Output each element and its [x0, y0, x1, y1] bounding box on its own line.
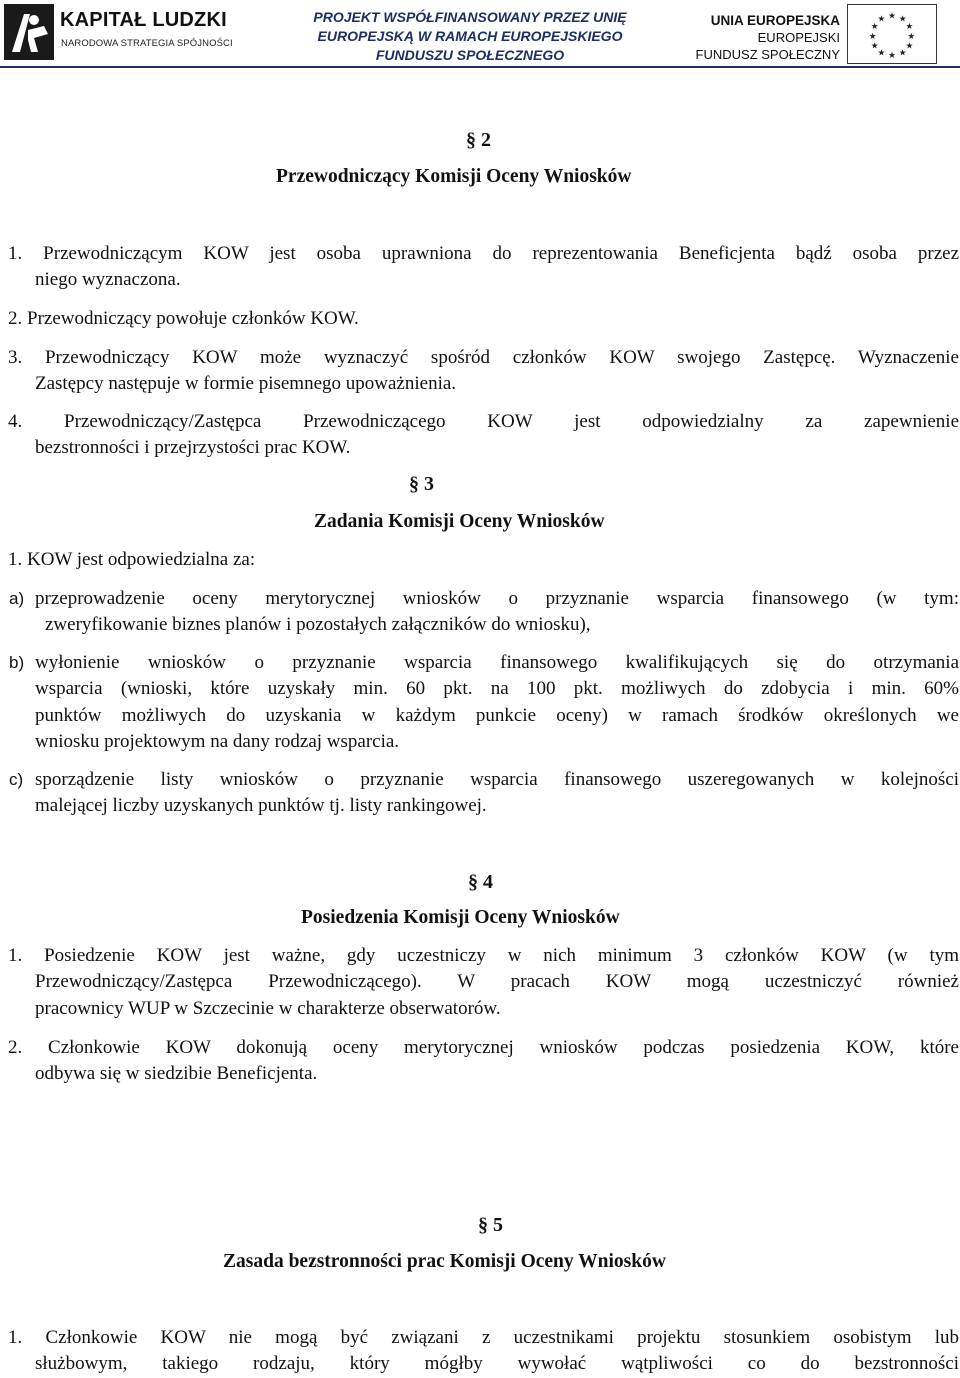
section-title: Przewodniczący Komisji Oceny Wniosków: [276, 166, 632, 187]
kapital-ludzki-title: KAPITAŁ LUDZKI: [60, 9, 227, 31]
eu-label-line: EUROPEJSKI: [757, 30, 840, 45]
svg-text:★: ★: [907, 31, 916, 42]
paragraph-line: bezstronności i przejrzystości prac KOW.: [35, 437, 351, 458]
section-number: § 2: [466, 129, 491, 151]
paragraph-line: 2. Członkowie KOW dokonują oceny merytorycznej wniosków podczas posiedzenia KOW, które: [8, 1037, 959, 1058]
paragraph-line: służbowym, takiego rodzaju, który mógłby wywołać wątpliwości co do bezstronności: [35, 1353, 959, 1374]
paragraph-line: wyłonienie wniosków o przyznanie wsparcia finansowego kwalifikujących się do otrzymania: [35, 652, 959, 673]
eu-flag-icon: [847, 4, 937, 64]
eu-fund-label: [690, 12, 840, 63]
paragraph-line: Przewodniczący/Zastępca Przewodniczącego). W pracach KOW mogą uczestniczyć również: [35, 971, 959, 992]
svg-text:★: ★: [877, 48, 886, 59]
paragraph-line: niego wyznaczona.: [35, 269, 181, 290]
project-note-line: FUNDUSZU SPOŁECZNEGO: [375, 47, 565, 63]
eu-label-line: FUNDUSZ SPOŁECZNY: [695, 47, 840, 62]
svg-text:★: ★: [888, 51, 896, 62]
paragraph-line: 3. Przewodniczący KOW może wyznaczyć spośród członków KOW swojego Zastępcę. Wyznaczenie: [8, 347, 959, 368]
document-header: [0, 0, 960, 66]
paragraph-line: 1. KOW jest odpowiedzialna za:: [8, 549, 256, 570]
project-note-line: PROJEKT WSPÓŁFINANSOWANY PRZEZ UNIĘ: [313, 9, 627, 25]
paragraph-line: malejącej liczby uzyskanych punktów tj. listy rankingowej.: [35, 795, 487, 816]
paragraph-line: wniosku projektowym na dany rodzaj wsparcia.: [35, 731, 400, 752]
eu-label-line: UNIA EUROPEJSKA: [710, 13, 840, 28]
section-title: Zadania Komisji Oceny Wniosków: [314, 511, 605, 532]
header-divider: [0, 66, 960, 68]
section-number: § 5: [478, 1214, 503, 1236]
paragraph-line: odbywa się w siedzibie Beneficjenta.: [35, 1063, 318, 1084]
svg-text:★: ★: [898, 48, 907, 59]
section-number: § 3: [409, 473, 434, 495]
svg-text:★: ★: [888, 11, 896, 22]
paragraph-line: sporządzenie listy wniosków o przyznanie wsparcia finansowego uszeregowanych w kolejności: [35, 769, 959, 790]
paragraph-line: 1. Posiedzenie KOW jest ważne, gdy uczestniczy w nich minimum 3 członków KOW (w tym: [8, 945, 959, 966]
project-note-line: EUROPEJSKĄ W RAMACH EUROPEJSKIEGO: [317, 28, 623, 44]
paragraph-line: pracownicy WUP w Szczecinie w charakterze obserwatorów.: [35, 998, 501, 1019]
svg-text:★: ★: [905, 22, 914, 33]
svg-text:★: ★: [905, 41, 914, 52]
paragraph-line: przeprowadzenie oceny merytorycznej wniosków o przyznanie wsparcia finansowego (w tym:: [35, 588, 959, 609]
paragraph-line: punktów możliwych do uzyskania w każdym punkcie oceny) w ramach środków określonych we: [35, 705, 959, 726]
paragraph-line: 2. Przewodniczący powołuje członków KOW.: [8, 308, 359, 329]
list-label: a): [9, 589, 25, 608]
project-cofinancing-note: [280, 8, 660, 65]
paragraph-line: Zastępcy następuje w formie pisemnego upoważnienia.: [35, 373, 457, 394]
paragraph-line: 1. Członkowie KOW nie mogą być związani z uczestnikami projektu stosunkiem osobistym lub: [8, 1327, 959, 1348]
svg-text:★: ★: [870, 22, 879, 33]
svg-text:★: ★: [870, 41, 879, 52]
kapital-ludzki-subtitle: NARODOWA STRATEGIA SPÓJNOŚCI: [61, 38, 233, 49]
svg-text:★: ★: [877, 14, 886, 25]
paragraph-line: wsparcia (wnioski, które uzyskały min. 60 pkt. na 100 pkt. możliwych do zdobycia i min. 60%: [35, 678, 959, 699]
paragraph-line: zweryfikowanie biznes planów i pozostałych załączników do wniosku),: [45, 614, 591, 635]
kapital-ludzki-logo-icon: [4, 4, 54, 60]
list-label: b): [9, 653, 25, 672]
svg-text:★: ★: [868, 31, 877, 42]
paragraph-line: 4. Przewodniczący/Zastępca Przewodniczącego KOW jest odpowiedzialny za zapewnienie: [8, 411, 959, 432]
section-title: Zasada bezstronności prac Komisji Oceny Wniosków: [223, 1251, 666, 1272]
svg-text:★: ★: [898, 14, 907, 25]
list-label: c): [9, 770, 24, 789]
paragraph-line: 1. Przewodniczącym KOW jest osoba uprawniona do reprezentowania Beneficjenta bądź osoba przez: [8, 243, 959, 264]
section-number: § 4: [468, 871, 493, 893]
section-title: Posiedzenia Komisji Oceny Wniosków: [301, 907, 620, 928]
